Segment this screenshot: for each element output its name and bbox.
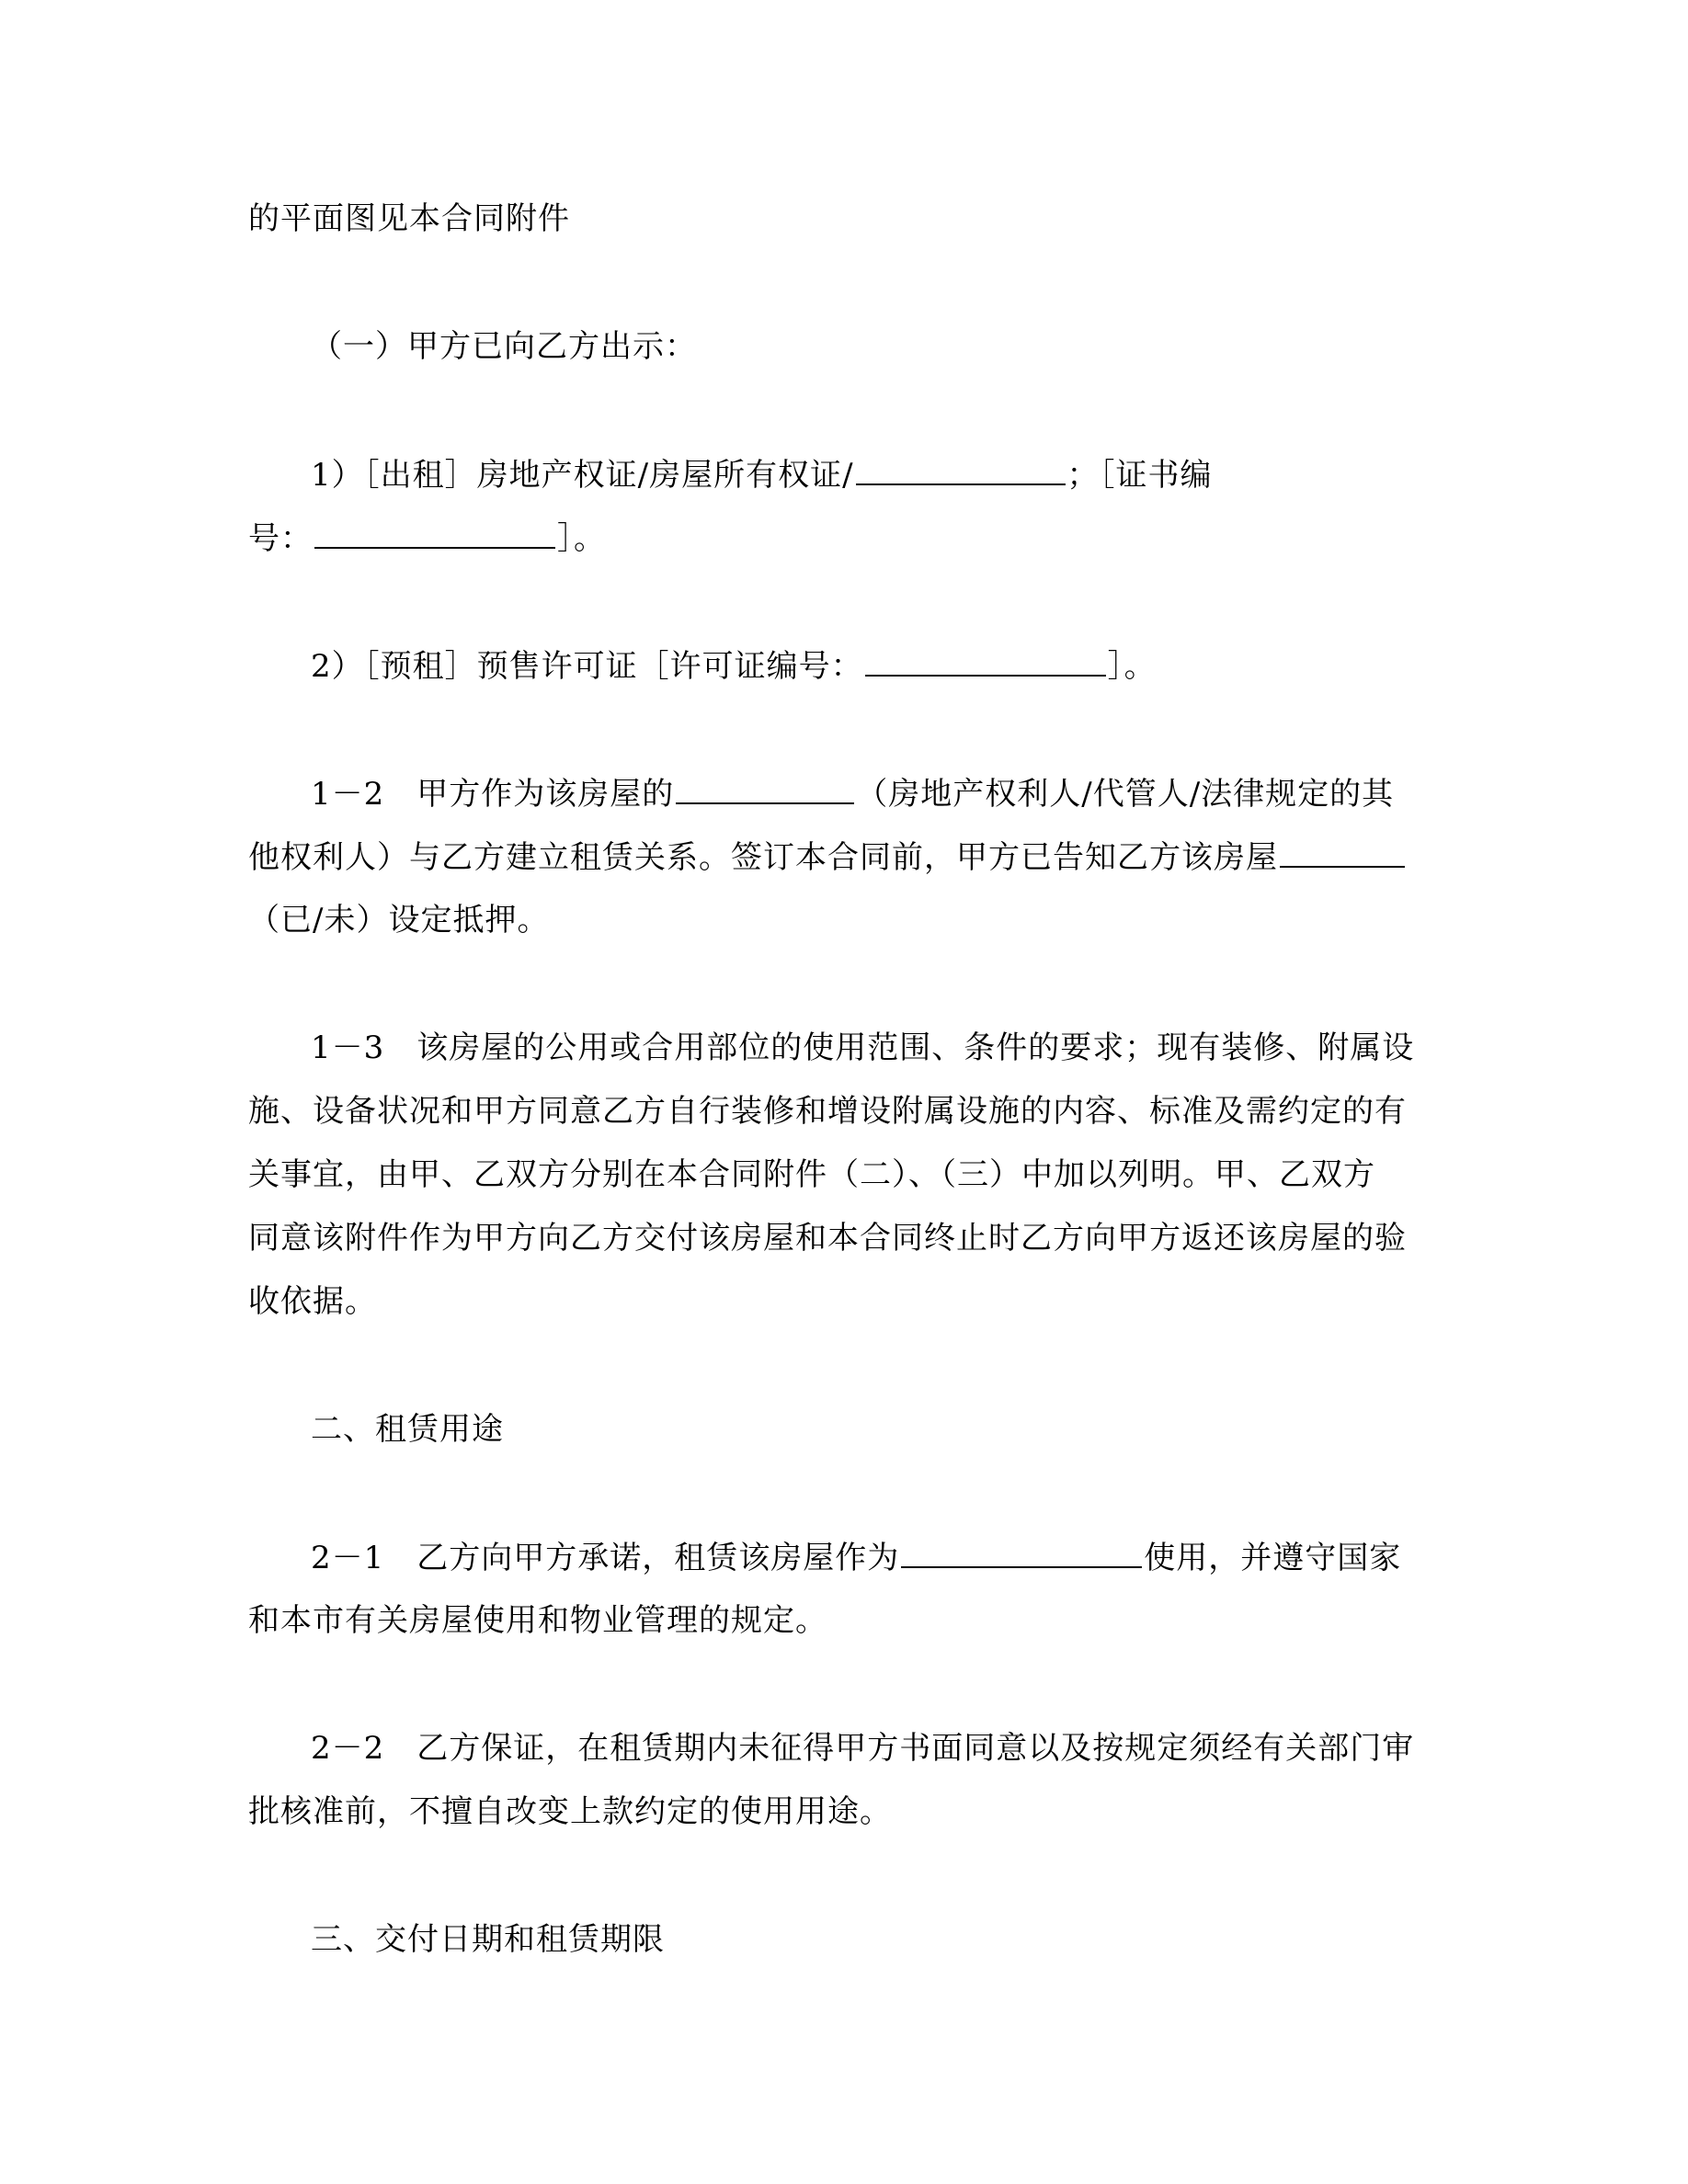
fill-in-blank: [1280, 838, 1405, 868]
fill-in-blank: [865, 647, 1106, 677]
text-line: [248, 200, 570, 237]
text-line: [248, 902, 549, 938]
text: 和本市有关房屋使用和物业管理的规定。: [248, 1602, 827, 1639]
text-line: [311, 775, 1394, 813]
text: （房地产权利人/代管人/法律规定的其: [856, 776, 1395, 813]
text: ］。: [1107, 648, 1157, 685]
text: 2）［预租］预售许可证［许可证编号：: [311, 648, 863, 685]
text: 号：: [248, 520, 313, 557]
text: 他权利人）与乙方建立租赁关系。签订本合同前，甲方已告知乙方该房屋: [248, 839, 1278, 876]
text-line: [311, 1539, 1401, 1576]
text: 施、设备状况和甲方同意乙方自行装修和增设附属设施的内容、标准及需约定的有: [248, 1093, 1407, 1130]
text-line: [311, 1029, 1414, 1066]
text: 使用，并遵守国家: [1144, 1540, 1402, 1576]
text: 1－2 甲方作为该房屋的: [311, 776, 675, 813]
text: 关事宜，由甲、乙双方分别在本合同附件（二）、（三）中加以列明。甲、乙双方: [248, 1156, 1375, 1193]
text: 2－2 乙方保证，在租赁期内未征得甲方书面同意以及按规定须经有关部门审: [311, 1730, 1415, 1767]
fill-in-blank: [314, 519, 555, 549]
section-heading: [311, 1921, 665, 1958]
text: 二、租赁用途: [311, 1411, 504, 1448]
text-line: [248, 1602, 827, 1639]
text: ］。: [557, 520, 606, 557]
text: （一）甲方已向乙方出示：: [311, 328, 697, 365]
text-line: [311, 328, 697, 365]
text: ；［证书编: [1066, 457, 1213, 494]
text-line: [311, 456, 1213, 494]
text: 的平面图见本合同附件: [248, 200, 570, 237]
text-line: [248, 1283, 377, 1320]
text-line: [248, 519, 606, 557]
text-line: [248, 1220, 1407, 1257]
text-line: [248, 1156, 1375, 1193]
text: 批核准前，不擅自改变上款约定的使用用途。: [248, 1793, 892, 1830]
text-line: [248, 838, 1407, 876]
section-heading: [311, 1411, 504, 1448]
text: 1－3 该房屋的公用或合用部位的使用范围、条件的要求；现有装修、附属设: [311, 1029, 1415, 1066]
fill-in-blank: [856, 456, 1066, 485]
fill-in-blank: [901, 1539, 1142, 1568]
text-line: [248, 1793, 892, 1830]
text: 同意该附件作为甲方向乙方交付该房屋和本合同终止时乙方向甲方返还该房屋的验: [248, 1220, 1407, 1257]
text-line: [311, 1730, 1414, 1767]
text-line: [311, 647, 1157, 685]
text-line: [248, 1093, 1407, 1130]
text: 收依据。: [248, 1283, 377, 1320]
fill-in-blank: [676, 775, 854, 804]
text: 三、交付日期和租赁期限: [311, 1921, 665, 1958]
text: （已/未）设定抵押。: [248, 902, 550, 938]
text: 2－1 乙方向甲方承诺，租赁该房屋作为: [311, 1540, 900, 1576]
text: 1）［出租］房地产权证/房屋所有权证/: [311, 457, 854, 494]
